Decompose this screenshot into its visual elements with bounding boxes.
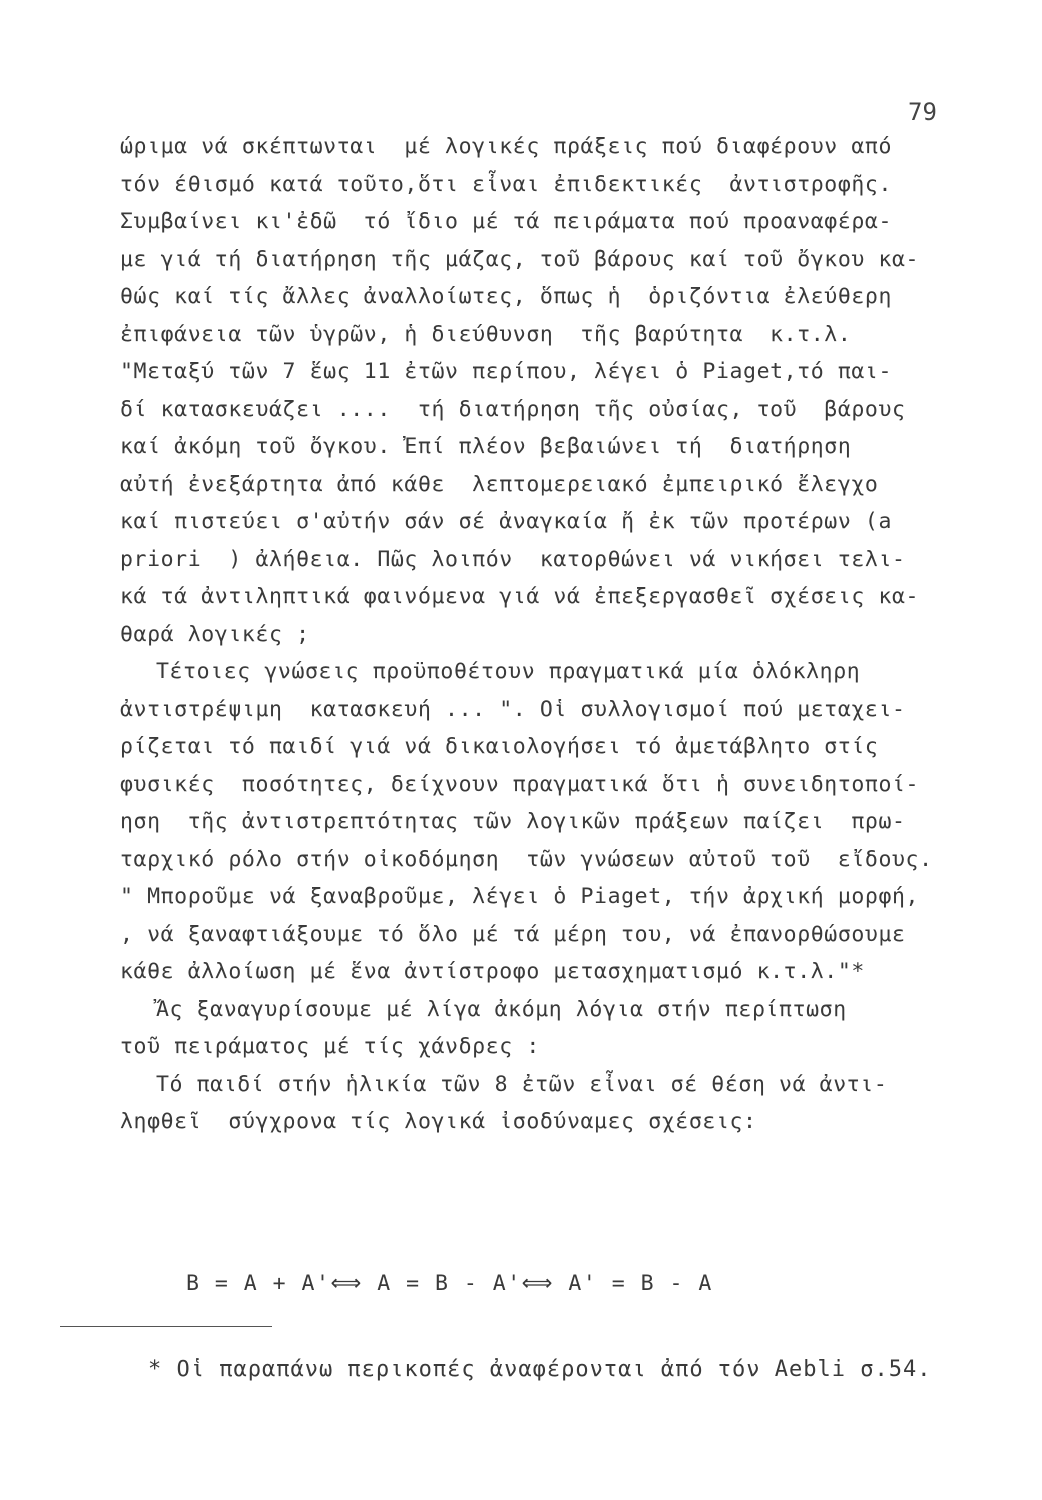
text-line: ώριμα νά σκέπτωνται μέ λογικές πράξεις πού διαφέρουν από: [120, 134, 893, 159]
text-line: θώς καί τίς ἄλλες ἀναλλοίωτες, ὅπως ἡ ὁριζόντια ἐλεύθερη: [120, 284, 893, 309]
text-line: κάθε ἀλλοίωση μέ ἕνα ἀντίστροφο μετασχηματισμό κ.τ.λ."*: [120, 959, 865, 984]
text-line: , νά ξαναφτιάξουμε τό ὅλο μέ τά μέρη του, νά ἐπανορθώσουμε: [120, 921, 906, 947]
text-line: κά τά ἀντιληπτικά φαινόμενα γιά νά ἐπεξεργασθεῖ σχέσεις κα-: [120, 584, 920, 609]
body-text: [120, 128, 940, 1141]
paragraph-first-line: Ἄς ξαναγυρίσουμε μέ λίγα ἀκόμη λόγια στήν περίπτωση: [156, 996, 847, 1022]
text-line: ρίζεται τό παιδί γιά νά δικαιολογήσει τό ἀμετάβλητο στίς: [120, 734, 879, 759]
equivalence-formula: B = A + A'⟺ A = B - A'⟺ A' = B - A: [186, 1271, 713, 1296]
text-line: θαρά λογικές ;: [120, 621, 310, 647]
text-line: "Μεταξύ τῶν 7 ἕως 11 ἐτῶν περίπου, λέγει ὁ Piaget,τό παι-: [120, 359, 893, 384]
footnote-divider: [60, 1326, 272, 1327]
text-line: ἀντιστρέψιμη κατασκευή ... ". Οἱ συλλογισμοί πού μεταχει-: [120, 696, 906, 722]
text-line: τοῦ πειράματος μέ τίς χάνδρες :: [120, 1034, 540, 1059]
text-line: ταρχικό ρόλο στήν οἰκοδόμηση τῶν γνώσεων αὐτοῦ τοῦ εἴδους.: [120, 846, 933, 872]
text-line: ληφθεῖ σύγχρονα τίς λογικά ἰσοδύναμες σχέσεις:: [120, 1109, 757, 1134]
page-number: 79: [908, 98, 937, 126]
footnote: * Οἱ παραπάνω περικοπές ἀναφέρονται ἀπό τόν Aebli σ.54.: [148, 1357, 932, 1382]
text-line: με γιά τή διατήρηση τῆς μάζας, τοῦ βάρους καί τοῦ ὄγκου κα-: [120, 246, 920, 272]
text-line: φυσικές ποσότητες, δείχνουν πραγματικά ὅτι ἡ συνειδητοποί-: [120, 771, 920, 797]
text-line: καί ἀκόμη τοῦ ὄγκου. Ἐπί πλέον βεβαιώνει τή διατήρηση: [120, 434, 852, 459]
text-line: " Μποροῦμε νά ξαναβροῦμε, λέγει ὁ Piaget, τήν ἀρχική μορφή,: [120, 884, 920, 909]
text-line: ηση τῆς ἀντιστρεπτότητας τῶν λογικῶν πράξεων παίζει πρω-: [120, 809, 906, 834]
text-line: δί κατασκευάζει .... τή διατήρηση τῆς οὐσίας, τοῦ βάρους: [120, 396, 906, 422]
text-line: ἐπιφάνεια τῶν ὑγρῶν, ἡ διεύθυνση τῆς βαρύτητα κ.τ.λ.: [120, 321, 852, 347]
text-line: αὐτή ἐνεξάρτητα ἀπό κάθε λεπτομερειακό ἐμπειρικό ἔλεγχο: [120, 471, 879, 497]
text-line: καί πιστεύει σ'αὐτήν σάν σέ ἀναγκαία ἤ ἐκ τῶν προτέρων (a: [120, 509, 893, 534]
paragraph-first-line: Τό παιδί στήν ἡλικία τῶν 8 ἐτῶν εἶναι σέ θέση νά ἀντι-: [156, 1071, 888, 1097]
text-line: priori ) ἀλήθεια. Πῶς λοιπόν κατορθώνει νά νικήσει τελι-: [120, 546, 906, 572]
text-line: τόν έθισμό κατά τοῦτο,ὅτι εἶναι ἐπιδεκτικές ἀντιστροφῆς.: [120, 171, 893, 197]
paragraph-first-line: Τέτοιες γνώσεις προϋποθέτουν πραγματικά μία ὁλόκληρη: [156, 659, 861, 684]
text-line: Συμβαίνει κι'ἐδῶ τό ἴδιο μέ τά πειράματα πού προαναφέρα-: [120, 209, 893, 234]
